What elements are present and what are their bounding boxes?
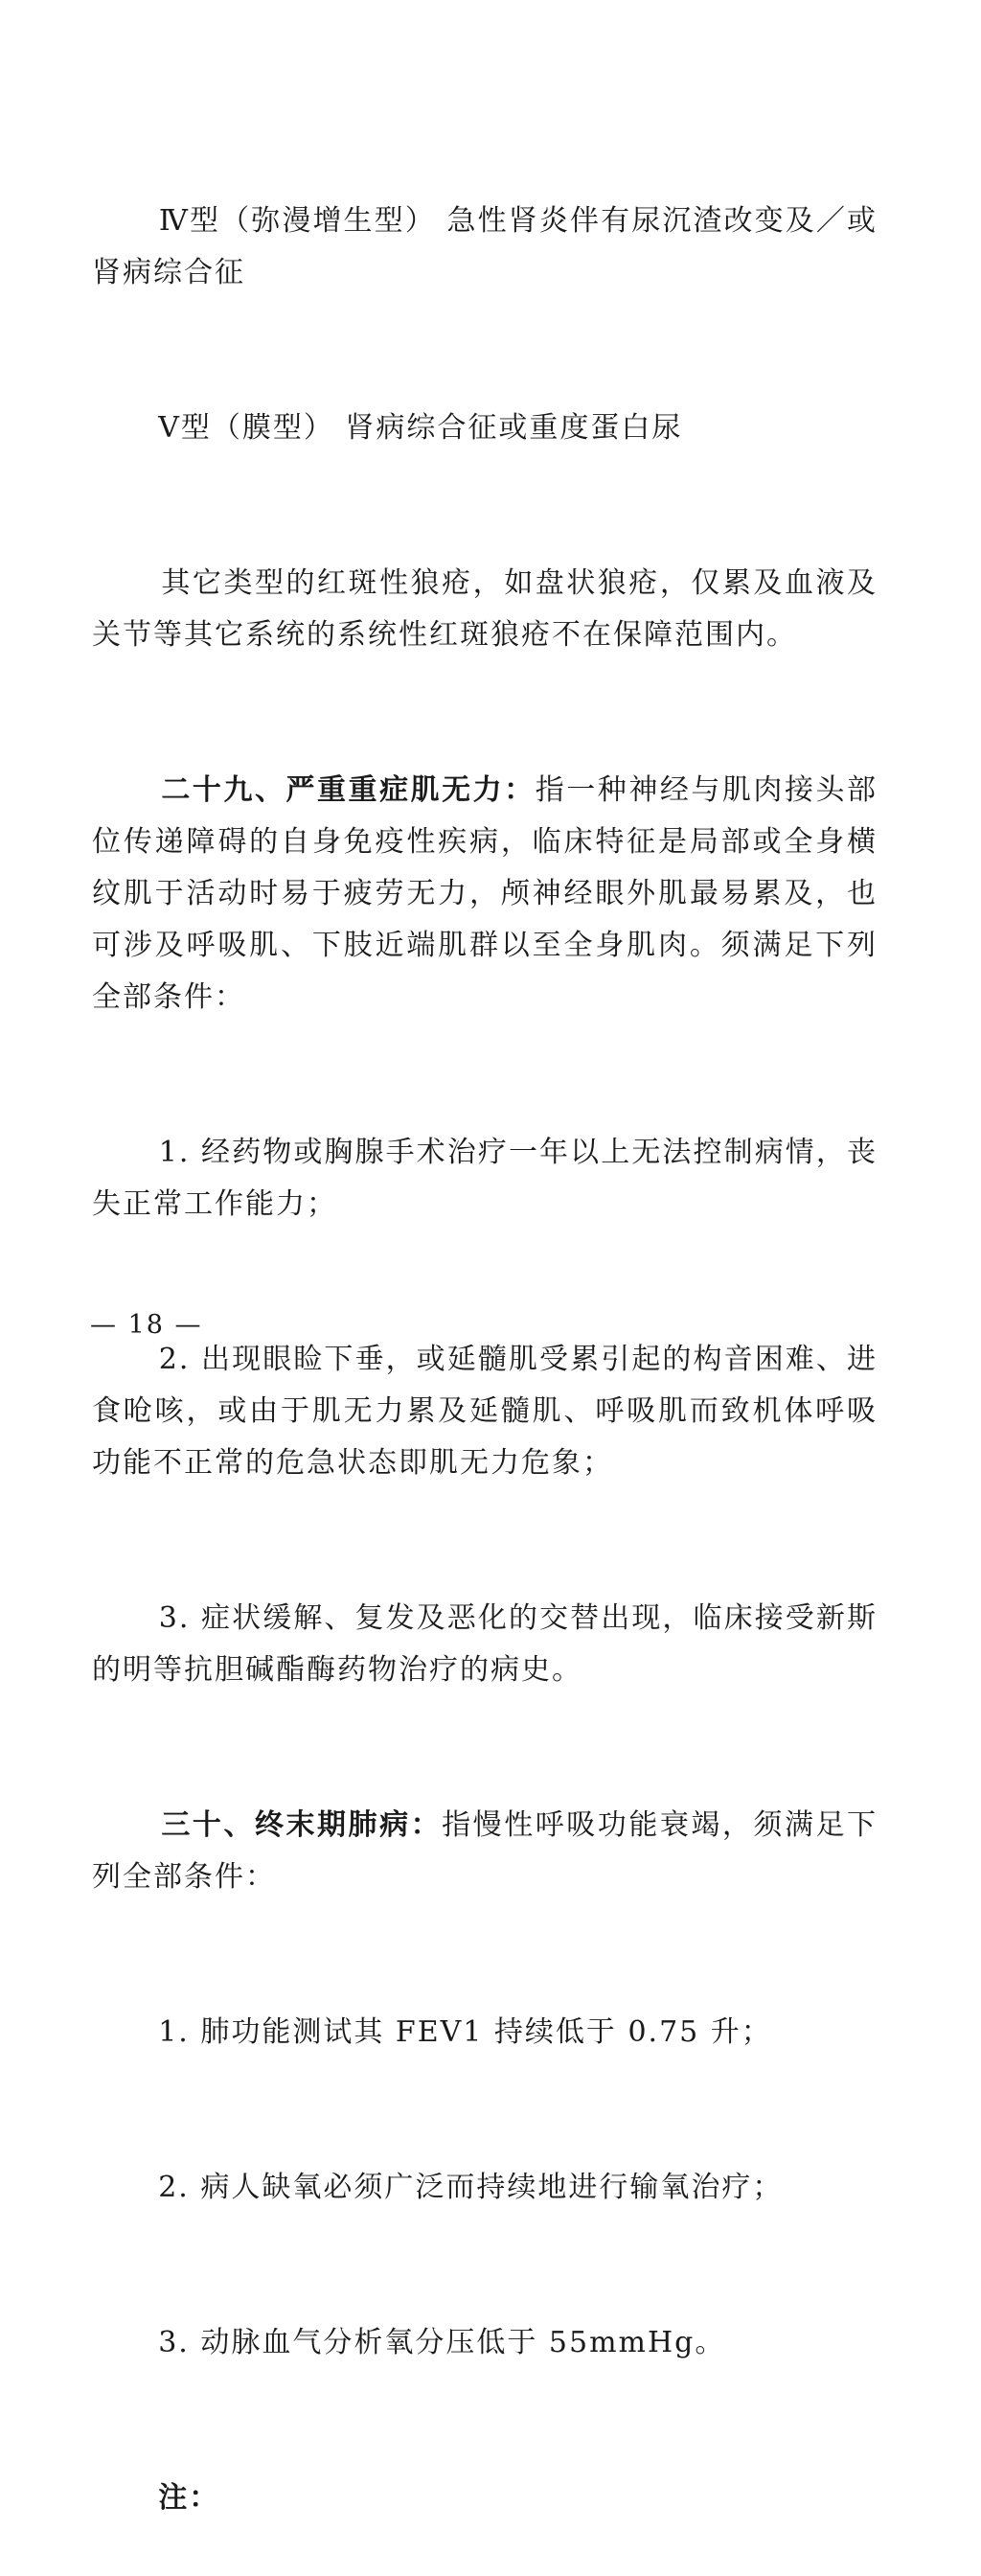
section-29-text: 指一种神经与肌肉接头部位传递障碍的自身免疫性疾病，临床特征是局部或全身横纹肌于活动时易于疲劳无力，颅神经眼外肌最易累及，也可涉及呼吸肌、下肢近端肌群以至全身肌肉。须满足下列全部条件： — [92, 773, 878, 1014]
list-item-text: 2. 病人缺氧必须广泛而持续地进行输氧治疗； — [158, 2171, 784, 2204]
paragraph-type-iv — [92, 144, 878, 351]
section-30-paragraph — [92, 1748, 878, 1955]
section-29-paragraph — [92, 713, 878, 1075]
paragraph-text: 其它类型的红斑性狼疮，如盘状狼疮，仅累及血液及关节等其它系统的系统性红斑狼疮不在保障范围内。 — [92, 566, 878, 652]
list-item-text: 3. 动脉血气分析氧分压低于 55mmHg。 — [158, 2326, 726, 2359]
section-29-item-3 — [92, 1541, 878, 1748]
section-30-item-2 — [92, 2110, 878, 2266]
section-30-item-1 — [92, 1955, 878, 2110]
list-item-text: 2. 出现眼睑下垂，或延髓肌受累引起的构音困难、进食呛咳，或由于肌无力累及延髓肌、呼吸肌而致机体呼吸功能不正常的危急状态即肌无力危象； — [92, 1343, 878, 1480]
list-item-text: 3. 症状缓解、复发及恶化的交替出现，临床接受新斯的明等抗胆碱酯酶药物治疗的病史。 — [92, 1601, 878, 1687]
note-paragraph — [92, 2421, 878, 2576]
section-29-item-2 — [92, 1282, 878, 1541]
document-body — [92, 144, 878, 2576]
paragraph-text: Ⅳ型（弥漫增生型） 急性肾炎伴有尿沉渣改变及／或肾病综合征 — [92, 204, 878, 289]
note-heading: 注： — [158, 2481, 220, 2515]
section-30-text: 指慢性呼吸功能衰竭，须满足下列全部条件： — [92, 1808, 878, 1894]
section-30-item-3 — [92, 2266, 878, 2421]
section-29-item-1 — [92, 1075, 878, 1282]
page-number: — 18 — — [90, 1310, 203, 1340]
paragraph-text: Ⅴ型（膜型） 肾病综合征或重度蛋白尿 — [158, 411, 683, 445]
list-item-text: 1. 经药物或胸腺手术治疗一年以上无法控制病情，丧失正常工作能力； — [92, 1136, 878, 1221]
list-item-text: 1. 肺功能测试其 FEV1 持续低于 0.75 升； — [158, 2015, 772, 2049]
paragraph-type-v — [92, 351, 878, 506]
section-30-heading: 三十、终末期肺病： — [161, 1808, 443, 1842]
paragraph-other-types — [92, 506, 878, 713]
section-29-heading: 二十九、严重重症肌无力： — [161, 773, 536, 807]
